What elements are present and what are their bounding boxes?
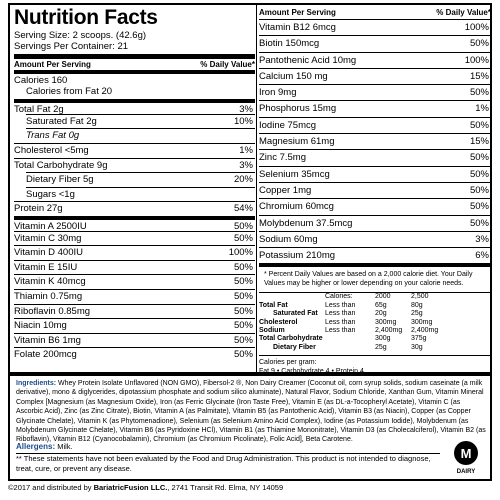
nutrient-label: Protein 27g [14, 203, 63, 215]
nutrient-label: Pantothenic Acid 10mg [259, 54, 357, 66]
nutrient-row [14, 201, 255, 216]
nutrient-daily-value: 50% [469, 201, 489, 213]
nutrient-daily-value: 10% [233, 115, 253, 127]
nutrient-label: Iron 9mg [259, 87, 297, 99]
nutrient-daily-value: 50% [233, 349, 253, 361]
table-cell [325, 335, 375, 343]
table-cell: Sodium [259, 327, 285, 335]
nutrient-row [14, 318, 255, 333]
nutrient-daily-value: 100% [464, 22, 489, 33]
nutrition-facts-title: Nutrition Facts [14, 6, 158, 29]
servings-per-container: Servings Per Container: 21 [14, 41, 129, 52]
nutrient-label: Riboflavin 0.85mg [14, 305, 91, 317]
nutrient-row [26, 114, 255, 129]
nutrition-right-column [259, 5, 491, 376]
nutrient-label: Vitamin B6 1mg [14, 334, 81, 346]
nutrient-daily-value: 3% [239, 104, 253, 116]
table-row [259, 327, 491, 335]
nutrient-label: Calories from Fat 20 [26, 85, 113, 97]
table-header-cell [259, 293, 325, 301]
table-cell: 65g [375, 301, 387, 309]
nutrition-panel [8, 3, 492, 481]
nutrient-row [14, 143, 255, 158]
nutrient-row [14, 99, 255, 114]
nutrient-row [14, 85, 255, 100]
nutrient-daily-value: 54% [233, 203, 253, 215]
table-cell: 2,400mg [375, 327, 403, 335]
nutrient-label: Vitamin A 2500IU [14, 220, 87, 232]
table-cell: Less than [325, 310, 356, 318]
nutrient-row [259, 215, 491, 231]
nutrient-label: Sodium 60mg [259, 233, 318, 245]
table-cell: 20g [375, 310, 387, 318]
nutrient-row [259, 149, 491, 165]
nutrient-daily-value: 50% [233, 290, 253, 302]
nutrient-label: Molybdenum 37.5mcg [259, 217, 353, 229]
nutrient-daily-value: 50% [469, 217, 489, 229]
nutrient-label: Sugars <1g [26, 188, 75, 200]
allergens-text: Milk. [57, 442, 73, 451]
nutrient-row [14, 289, 255, 304]
nutrient-row [259, 247, 491, 263]
nutrient-daily-value: 15% [469, 70, 489, 82]
nutrient-row [259, 68, 491, 84]
nutrient-row [259, 231, 491, 247]
nutrient-daily-value: 50% [233, 220, 253, 232]
svg-text:DAIRY: DAIRY [456, 469, 476, 475]
daily-value-table-header [259, 293, 491, 301]
nutrient-daily-value: 50% [469, 152, 489, 164]
nutrient-daily-value: 20% [233, 174, 253, 186]
nutrient-label: Dietary Fiber 5g [26, 174, 94, 186]
nutrient-row [14, 347, 255, 362]
table-cell: Less than [325, 301, 356, 309]
nutrient-daily-value: 50% [233, 261, 253, 273]
nutrient-daily-value: 3% [239, 159, 253, 171]
nutrient-label: Niacin 10mg [14, 320, 67, 332]
table-cell: 300mg [411, 318, 433, 326]
column-divider [256, 5, 257, 373]
table-cell: Less than [325, 327, 356, 335]
nutrient-daily-value: 50% [233, 232, 253, 244]
table-cell: Less than [325, 318, 356, 326]
nutrient-label: Vitamin C 30mg [14, 232, 82, 244]
table-row [259, 302, 491, 310]
table-cell: 375g [411, 335, 427, 343]
nutrient-row [14, 216, 255, 231]
table-cell: Total Carbohydrate [259, 335, 323, 343]
nutrient-daily-value: 50% [469, 184, 489, 196]
nutrient-row [26, 187, 255, 202]
nutrient-label: Calories 160 [14, 75, 68, 86]
nutrient-label: Vitamin B12 6mcg [259, 22, 336, 33]
nutrient-row [259, 198, 491, 214]
nutrient-label: Chromium 60mcg [259, 201, 334, 213]
amount-per-serving-label: Amount Per Serving [259, 8, 336, 17]
daily-value-label: % Daily Value* [436, 8, 491, 17]
nutrient-daily-value: 15% [469, 136, 489, 148]
nutrient-row [259, 117, 491, 133]
nutrient-daily-value [253, 129, 255, 143]
nutrient-label: Magnesium 61mg [259, 136, 335, 148]
certification-badges [446, 431, 486, 483]
table-row [259, 344, 491, 352]
calories-per-gram-label: Calories per gram: [259, 359, 317, 367]
table-header-cell: 2,500 [411, 293, 429, 301]
nutrient-label: Selenium 35mcg [259, 168, 330, 180]
allergens-section [10, 442, 440, 474]
table-cell: Cholesterol [259, 318, 298, 326]
ingredients-section [10, 372, 490, 445]
nutrient-row [259, 100, 491, 116]
daily-value-footnote: * Percent Daily Values are based on a 2,000 calorie diet. Your Daily Values may be higher or lower depending on your calorie needs. [259, 263, 491, 288]
table-cell: 300mg [375, 318, 397, 326]
nutrient-label: Vitamin D 400IU [14, 247, 83, 259]
nutrient-row [259, 19, 491, 35]
nutrient-row [26, 172, 255, 187]
nutrient-label: Calcium 150 mg [259, 70, 328, 82]
nutrient-daily-value: 100% [464, 54, 489, 66]
table-cell: 25g [411, 310, 423, 318]
nutrient-daily-value: 50% [233, 320, 253, 332]
nutrient-daily-value: 50% [469, 87, 489, 99]
nutrient-daily-value: 50% [233, 305, 253, 317]
table-cell: Total Fat [259, 301, 288, 309]
table-row [259, 319, 491, 327]
table-cell [325, 344, 375, 352]
fda-disclaimer: ** These statements have not been evaluated by the Food and Drug Administration. This product is not intended to diagnose, treat, cure, or prevent any disease. [16, 453, 440, 474]
copyright-line: ©2017 and distributed by BariatricFusion LLC., 2741 Transit Rd. Elma, NY 14059 [8, 483, 284, 492]
nutrient-daily-value: 6% [475, 250, 489, 262]
amount-per-serving-label: Amount Per Serving [14, 60, 91, 69]
nutrient-row [14, 304, 255, 319]
table-cell: Dietary Fiber [273, 343, 316, 351]
svg-text:M: M [460, 446, 472, 461]
nutrient-row [259, 166, 491, 182]
left-nutrient-list [14, 70, 255, 362]
nutrient-daily-value: 100% [228, 247, 253, 259]
nutrient-label: Iodine 75mcg [259, 119, 317, 131]
nutrient-label: Saturated Fat 2g [26, 115, 97, 127]
daily-value-label: % Daily Value* [200, 60, 255, 69]
daily-value-table [259, 292, 491, 352]
nutrient-daily-value: 1% [475, 103, 489, 115]
nutrient-row [259, 133, 491, 149]
nutrient-daily-value: 50% [469, 119, 489, 131]
nutrient-daily-value [253, 74, 255, 85]
ingredients-text: Whey Protein Isolate Unflavored (NON GMO), Fibersol-2 ®, Non Dairy Creamer (Coconut oil, corn syrup solids, sodium caseinate (a milk derivative), mono & diglycerides, dipotassium phosphate and sodium silico aluminate), Natural Flavor, Sodium Chloride, Xanthan Gum, Vitamin Mineral Complex [Magnesium (as Magnesium Oxide), Iron (as Ferric Glycinate (Iron Taste Free), Vitamin E (as DL-a-Tocopheryl Acetate), Vitamin C (as Ascorbic Acid), Zinc (as Zinc Citrate), Biotin, Vitamin A (as Palmitate), Vitamin B5 (as Pantothenic Acid), Vitamin B3 (as Niacin), Copper (as Copper Glycinate Chelate), Vitamin K (as Phytomenadione), Selenium (as Selenium Amino Acid Complex), Iodine (as Potassium Iodide), Molybdenum (as Molybdenum Glycinate Chelate), Vitamin B6 (as Pyridoxine HCl), Vitamin B1 (as Thiamine Mononitrate), Vitamin D3 (as Cholecalciferol), Vitamin B2 (as Riboflavin), Vitamin B12 (Cyanocobalamin), Chromium (as Chromium Picolinate), Folic Acid], Beta Carotene. [16, 380, 486, 444]
nutrient-label: Vitamin E 15IU [14, 261, 78, 273]
left-table-header [14, 59, 255, 70]
nutrient-row [259, 84, 491, 100]
table-cell: 30g [411, 343, 423, 351]
table-cell: 2,400mg [411, 327, 439, 335]
calories-per-gram-values: Fat 9 • Carbohydrate 4 • Protein 4 [259, 368, 364, 376]
nutrient-label: Zinc 7.5mg [259, 152, 306, 164]
nutrient-label: Total Carbohydrate 9g [14, 159, 108, 171]
nutrient-label: Total Fat 2g [14, 104, 64, 116]
nutrient-label: Copper 1mg [259, 184, 312, 196]
nutrient-daily-value: 3% [475, 233, 489, 245]
nutrition-left-column [14, 5, 255, 362]
nutrient-row [259, 35, 491, 51]
nutrient-daily-value: 50% [469, 38, 489, 50]
nutrient-row [14, 70, 255, 85]
nutrient-row [14, 158, 255, 173]
nutrient-daily-value: 50% [233, 276, 253, 288]
table-row [259, 335, 491, 343]
table-row [259, 310, 491, 318]
nutrient-row [259, 52, 491, 68]
right-table-header [259, 5, 491, 19]
nutrient-daily-value [253, 85, 255, 100]
table-cell: Saturated Fat [273, 310, 318, 318]
nutrient-label: Cholesterol <5mg [14, 144, 89, 156]
nutrient-daily-value: 1% [239, 144, 253, 156]
serving-size: Serving Size: 2 scoops. (42.6g) [14, 30, 147, 41]
nutrient-label: Biotin 150mcg [259, 38, 320, 50]
nutrient-daily-value: 50% [469, 168, 489, 180]
table-header-cell: 2000 [375, 293, 391, 301]
table-header-cell: Calories: [325, 293, 353, 301]
nutrient-row [14, 333, 255, 348]
nutrient-row [259, 182, 491, 198]
nutrient-label: Thiamin 0.75mg [14, 290, 83, 302]
table-cell: 300g [375, 335, 391, 343]
nutrient-row [14, 260, 255, 275]
nutrient-daily-value: 50% [233, 334, 253, 346]
nutrient-label: Potassium 210mg [259, 250, 336, 262]
ingredients-label: Ingredients: [16, 380, 57, 387]
nutrient-row [14, 231, 255, 246]
nutrient-row [26, 128, 255, 143]
nutrient-row [14, 245, 255, 260]
nutrient-daily-value [253, 188, 255, 202]
kosher-dairy-icon [446, 431, 486, 483]
right-nutrient-list [259, 19, 491, 263]
allergens-label: Allergens: [16, 442, 56, 451]
table-cell: 80g [411, 301, 423, 309]
nutrient-row [14, 274, 255, 289]
table-cell: 25g [375, 343, 387, 351]
nutrient-label: Folate 200mcg [14, 349, 77, 361]
brand-name: BariatricFusion LLC. [93, 483, 168, 492]
nutrient-label: Phosphorus 15mg [259, 103, 337, 115]
nutrient-label: Trans Fat 0g [26, 130, 80, 142]
nutrient-label: Vitamin K 40mcg [14, 276, 86, 288]
